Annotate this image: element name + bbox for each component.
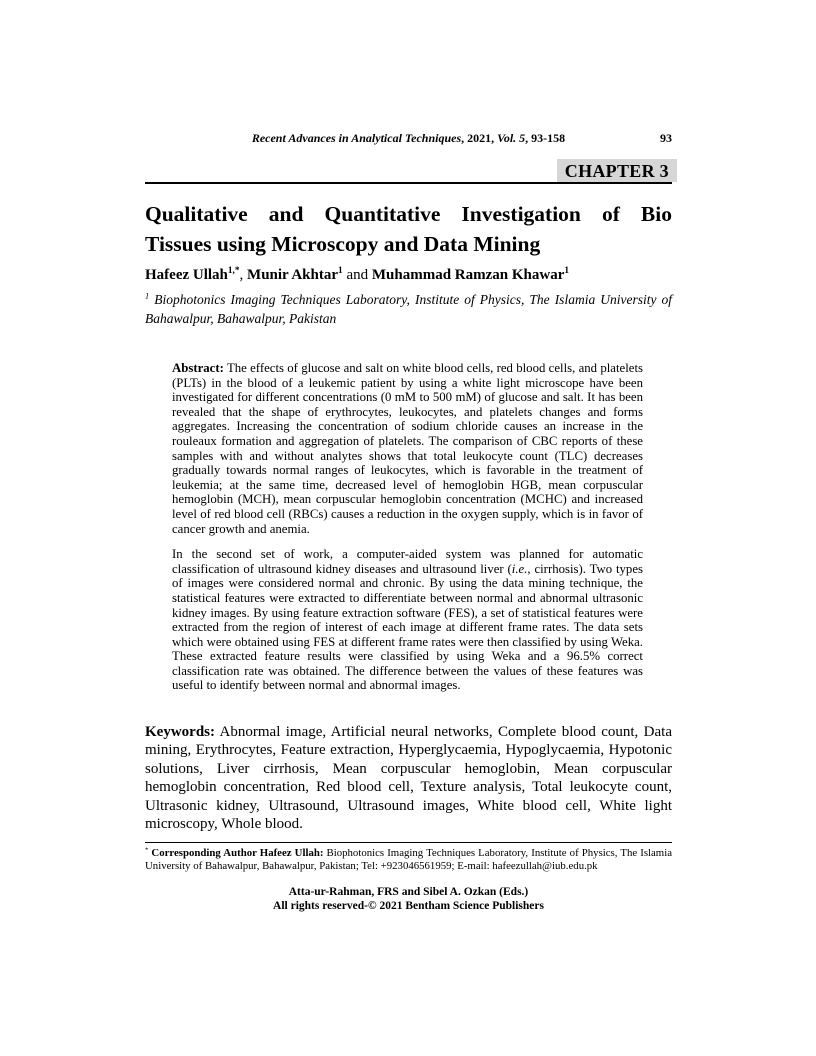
authors-line bbox=[145, 266, 672, 285]
footnote-separator bbox=[145, 842, 672, 843]
page-content bbox=[145, 0, 672, 913]
author-name: Munir Akhtar$^1$ bbox=[247, 266, 343, 283]
page-number: 93 bbox=[660, 131, 672, 145]
chapter-title-line1: Qualitative and Quantitative Investigation of Bio bbox=[145, 202, 672, 226]
running-header bbox=[145, 131, 672, 145]
author-affiliation-marker: 1 bbox=[338, 266, 343, 276]
chapter-title bbox=[145, 199, 672, 259]
chapter-title-line2: Tissues using Microscopy and Data Mining bbox=[145, 232, 541, 256]
book-footer bbox=[145, 885, 672, 913]
authors-conjunction: and bbox=[342, 267, 372, 283]
author-name: Muhammad Ramzan Khawar$^1$ bbox=[371, 266, 570, 283]
abstract-section bbox=[172, 361, 643, 693]
abstract-label: Abstract: bbox=[172, 361, 224, 375]
chapter-header-rule bbox=[145, 159, 672, 184]
journal-meta: , 2021, bbox=[461, 131, 498, 145]
footnote-label: Corresponding Author Hafeez Ullah: bbox=[148, 846, 324, 859]
editors-line: Atta-ur-Rahman, FRS and Sibel A. Ozkan (Eds.) bbox=[288, 886, 529, 899]
rights-line: All rights reserved-© 2021 Bentham Science Publishers bbox=[273, 900, 544, 913]
journal-pages: , 93-158 bbox=[525, 131, 566, 145]
keywords-section bbox=[145, 723, 672, 833]
journal-volume: Vol. 5 bbox=[497, 131, 526, 145]
abstract-text-2-italic: i.e. bbox=[511, 561, 528, 576]
chapter-label: CHAPTER 3 bbox=[557, 159, 677, 182]
journal-title: Recent Advances in Analytical Techniques bbox=[251, 131, 462, 145]
footnote-text: Biophotonics Imaging Techniques Laboratory, Institute of Physics, The Islamia University of Bahawalpur, Bahawalpur, Pakistan; Tel: +923046561959; E-mail: hafeezullah@iub.edu.pk bbox=[145, 846, 672, 873]
abstract-paragraph-1 bbox=[172, 361, 643, 536]
affiliation-marker: 1 bbox=[145, 291, 150, 301]
abstract-paragraph-2 bbox=[172, 547, 643, 693]
author-name: Hafeez Ullah$^{1,*}$ bbox=[145, 266, 240, 283]
abstract-text-1: The effects of glucose and salt on white blood cells, red blood cells, and platelets (PLTs) in the blood of a leukemic patient by using a white light microscope have been investigated for different concentrations (0 mM to 500 mM) of glucose and salt. It has been revealed that the shape of erythrocytes, leukocytes, and platelets changes and forms aggregates. Increasing the concentration of sodium chloride causes an increase in the rouleaux formation and aggregation of platelets. The comparison of CBC reports of these samples with and without analytes shows that total leukocyte count (TLC) decreases gradually towards normal ranges of leukocytes, which is favorable in the treatment of leukemia; at the same time, decreased level of hemoglobin HGB, mean corpuscular hemoglobin (MCH), mean corpuscular hemoglobin concentration (MCHC) and increased level of red blood cell (RBCs) causes a reduction in the oxygen supply, which is in favor of cancer growth and anemia. bbox=[172, 361, 643, 536]
corresponding-author-footnote bbox=[145, 847, 672, 875]
affiliation bbox=[145, 290, 672, 328]
author-affiliation-marker: 1,* bbox=[227, 266, 240, 276]
authors-separator: , bbox=[239, 267, 248, 283]
abstract-text-2b: , cirrhosis). Two types of images were considered normal and chronic. By using the data mining technique, the statistical features were extracted to differentiate between normal and abnormal ultrasonic kidney images. By using feature extraction software (FES), a set of statistical features were extracted from the region of interest of each image at different frame rates. The data sets which were obtained using FES at different frame rates were then classified by using Weka. These extracted feature results were classified by using Weka and a 96.5% correct classification rate was obtained. The difference between the values of these features was useful to identify between normal and abnormal images. bbox=[172, 561, 643, 693]
keywords-text: Abnormal image, Artificial neural networks, Complete blood count, Data mining, Erythrocytes, Feature extraction, Hyperglycaemia, Hypoglycaemia, Hypotonic solutions, Liver cirrhosis, Mean corpuscular hemoglobin, Mean corpuscular hemoglobin concentration, Red blood cell, Texture analysis, Total leukocyte count, Ultrasonic kidney, Ultrasound, Ultrasound images, White blood cell, White light microscopy, Whole blood. bbox=[145, 724, 672, 833]
affiliation-text: Biophotonics Imaging Techniques Laboratory, Institute of Physics, The Islamia University of Bahawalpur, Bahawalpur, Pakistan bbox=[145, 292, 672, 326]
footnote-marker: * bbox=[145, 845, 149, 853]
abstract-text-2a: In the second set of work, a computer-aided system was planned for automatic classification of ultrasound kidney diseases and ultrasound liver ( bbox=[172, 547, 643, 576]
keywords-label: Keywords: bbox=[145, 724, 215, 741]
author-affiliation-marker: 1 bbox=[564, 266, 570, 276]
